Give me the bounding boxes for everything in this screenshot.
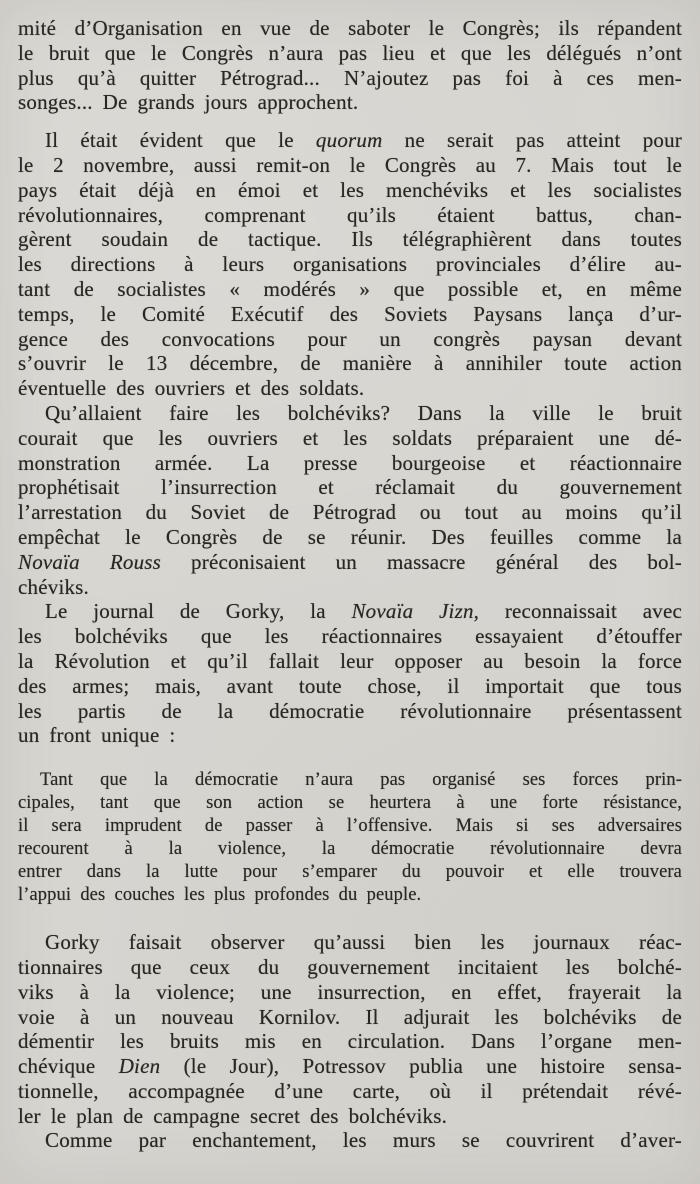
text-line [18, 426, 682, 451]
text-segment: révolutionnaires, comprenant qu’ils étaient battus, chan- [18, 202, 682, 227]
text-segment: le 2 novembre, aussi remit-on le Congrès au 7. Mais tout le [18, 152, 682, 177]
text-line [18, 128, 682, 153]
text-segment: cipales, tant que son action se heurtera à une forte résistance, [18, 793, 682, 814]
text-segment: il sera imprudent de passer à l’offensive. Mais si ses adversaires [18, 816, 682, 837]
text-segment: démentir les bruits mis en circulation. Dans l’organe men- [18, 1029, 682, 1054]
text-segment: Il était évident que le [45, 128, 316, 153]
text-segment: voie à un nouveau Kornilov. Il adjurait les bolchéviks de [18, 1004, 682, 1029]
text-segment: entrer dans la lutte pour s’emparer du pouvoir et elle trouvera [18, 862, 682, 883]
text-line [18, 475, 682, 500]
text-segment: (le Jour), Potressov publia une histoire sensa- [160, 1054, 682, 1079]
text-segment: prophétisait l’insurrection et réclamait du gouvernement [18, 475, 682, 500]
text-line [18, 980, 682, 1005]
text-line [18, 955, 682, 980]
text-segment: les partis de la démocratie révolutionnaire présentassent [18, 698, 682, 723]
italic-text: Novaïa Rouss [18, 549, 162, 574]
text-segment: chéviks. [18, 574, 89, 599]
text-segment: Gorky faisait observer qu’aussi bien les journaux réac- [45, 930, 682, 955]
text-line [18, 599, 682, 624]
text-segment: gèrent soudain de tactique. Ils télégraphièrent dans toutes [18, 227, 682, 252]
text-line [18, 203, 682, 228]
text-line [18, 66, 682, 91]
text-line [18, 153, 682, 178]
text-segment: viks à la violence; une insurrection, en effet, frayerait la [18, 979, 682, 1004]
text-line [18, 252, 682, 277]
text-line [18, 327, 682, 352]
text-line [18, 90, 682, 115]
text-segment: le bruit que le Congrès n’aura pas lieu et que les délégués n’ont [18, 40, 682, 65]
text-line [18, 178, 682, 203]
text-line [18, 838, 682, 861]
text-segment: Le journal de Gorky, la [45, 599, 352, 624]
text-line [18, 624, 682, 649]
text-line [18, 575, 682, 600]
text-segment: éventuelle des ouvriers et des soldats. [18, 376, 365, 401]
text-line [18, 1029, 682, 1054]
text-line [18, 1079, 682, 1104]
text-segment: les bolchéviks que les réactionnaires essayaient d’étouffer [18, 624, 682, 649]
text-segment: Comme par enchantement, les murs se couvrirent d’aver- [45, 1128, 682, 1153]
italic-text: quorum [315, 128, 383, 153]
text-segment: s’ouvrir le 13 décembre, de manière à annihiler toute action [18, 351, 682, 376]
body-paragraph [18, 599, 682, 748]
text-line [18, 41, 682, 66]
text-segment: tionnelle, accompagnée d’une carte, où il prétendait révé- [18, 1078, 682, 1103]
text-segment: la Révolution et qu’il fallait leur opposer au besoin la force [18, 648, 682, 673]
text-segment: mité d’Organisation en vue de saboter le Congrès; ils répandent [18, 16, 682, 40]
text-line [18, 16, 682, 41]
text-segment: l’arrestation du Soviet de Pétrograd ou tout au moins qu’il [18, 500, 682, 525]
text-line [18, 723, 682, 748]
text-line [18, 861, 682, 884]
text-line [18, 1128, 682, 1153]
text-segment: Tant que la démocratie n’aura pas organisé ses forces prin- [40, 770, 682, 791]
text-line [18, 792, 682, 815]
text-segment: chévique [18, 1054, 119, 1079]
text-line [18, 815, 682, 838]
text-line [18, 1054, 682, 1079]
text-line [18, 1104, 682, 1129]
body-paragraph [18, 128, 682, 401]
text-segment: ne serait pas atteint pour [382, 128, 682, 153]
text-segment: songes... De grands jours approchent. [18, 90, 359, 115]
body-paragraph [18, 16, 682, 115]
text-segment: tionnaires que ceux du gouvernement incitaient les bolché- [18, 954, 682, 979]
text-line [18, 401, 682, 426]
text-segment: préconisaient un massacre général des bol- [161, 549, 682, 574]
text-line [18, 674, 682, 699]
text-line [18, 1005, 682, 1030]
text-segment: gence des convocations pour un congrès paysan devant [18, 326, 682, 351]
text-line [18, 277, 682, 302]
text-line [18, 649, 682, 674]
text-segment: ler le plan de campagne secret des bolchéviks. [18, 1103, 448, 1128]
italic-text: Dien [118, 1054, 161, 1079]
text-segment: reconnaissait avec [479, 599, 683, 624]
text-line [18, 500, 682, 525]
text-segment: monstration armée. La presse bourgeoise et réactionnaire [18, 450, 682, 475]
text-segment: pays était déjà en émoi et les menchéviks et les socialistes [18, 177, 682, 202]
page-text-block [18, 16, 682, 1153]
text-segment: tant de socialistes « modérés » que possible et, en même [18, 276, 682, 301]
text-line [18, 451, 682, 476]
text-segment: l’appui des couches les plus profondes du peuple. [18, 885, 422, 906]
text-segment: courait que les ouvriers et les soldats préparaient une dé- [18, 425, 682, 450]
text-segment: temps, le Comité Exécutif des Soviets Paysans lança d’ur- [18, 301, 682, 326]
italic-text: Novaïa Jizn, [351, 599, 480, 624]
text-line [18, 930, 682, 955]
text-line [18, 550, 682, 575]
text-segment: recourent à la violence, la démocratie révolutionnaire devra [18, 839, 682, 860]
blockquote-paragraph [18, 769, 682, 907]
text-segment: empêchat le Congrès de se réunir. Des feuilles comme la [18, 524, 682, 549]
text-line [18, 227, 682, 252]
text-line [18, 351, 682, 376]
text-line [18, 376, 682, 401]
text-segment: Qu’allaient faire les bolchéviks? Dans la ville le bruit [45, 400, 682, 425]
text-segment: des armes; mais, avant toute chose, il importait que tous [18, 673, 682, 698]
text-segment: les directions à leurs organisations provinciales d’élire au- [18, 252, 682, 277]
text-line [18, 302, 682, 327]
text-line [18, 525, 682, 550]
text-line [18, 699, 682, 724]
text-segment: plus qu’à quitter Pétrograd... N’ajoutez pas foi à ces men- [18, 65, 682, 90]
text-line [18, 884, 682, 907]
body-paragraph [18, 1128, 682, 1153]
text-line [18, 769, 682, 792]
body-paragraph [18, 401, 682, 599]
text-segment: un front unique : [18, 723, 176, 748]
body-paragraph [18, 930, 682, 1128]
